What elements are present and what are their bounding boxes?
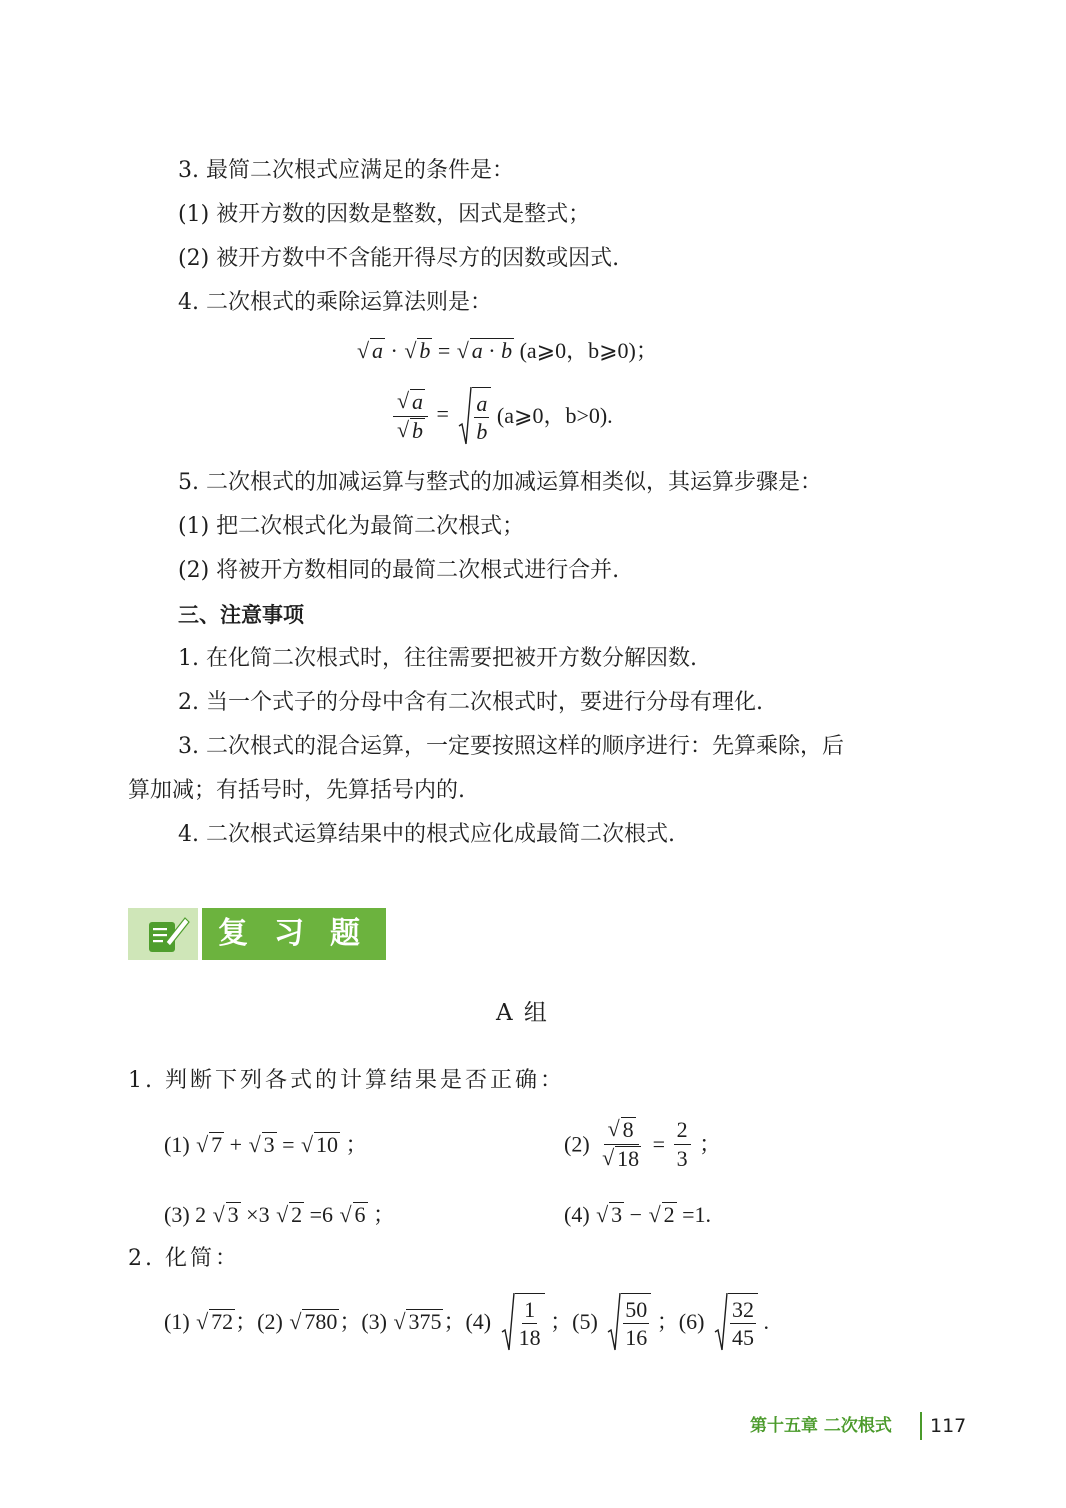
question-1: 1. 判断下列各式的计算结果是否正确： bbox=[128, 1068, 565, 1093]
q1-part-1: (1) √ 7 + √ 3 = √ 10 ； bbox=[164, 1130, 368, 1160]
note-1: 1. 在化简二次根式时，往往需要把被开方数分解因数. bbox=[178, 646, 697, 671]
question-2: 2. 化简： bbox=[128, 1246, 240, 1271]
footer-divider bbox=[920, 1412, 922, 1440]
q1-part-4: (4) √ 3 − √ 2 =1. bbox=[564, 1200, 711, 1230]
item-3-2-text: (2) 被开方数中不含能开得尽方的因数或因式. bbox=[178, 246, 620, 271]
page-number: 117 bbox=[930, 1415, 967, 1437]
division-rule: √ a √ b = $\frac{a}{b}$ (a⩾0，b>0). bbox=[390, 386, 613, 446]
notes-heading: 三、注意事项 bbox=[178, 603, 304, 627]
item-3-text: 3. 最简二次根式应满足的条件是： bbox=[178, 158, 514, 183]
note-4: 4. 二次根式运算结果中的根式应化成最简二次根式. bbox=[178, 822, 675, 847]
item-5-1-text: (1) 把二次根式化为最简二次根式； bbox=[178, 514, 525, 539]
group-a-heading: A 组 bbox=[496, 1000, 549, 1026]
division-condition: (a⩾0，b>0). bbox=[496, 403, 613, 428]
review-title: 复习题 bbox=[202, 908, 386, 960]
item-3-1-text: (1) 被开方数的因数是整数，因式是整式； bbox=[178, 202, 591, 227]
note-3-line-1: 3. 二次根式的混合运算，一定要按照这样的顺序进行：先算乘除，后 bbox=[178, 734, 844, 759]
multiplication-rule: √ a · √ b = √ a · b (a⩾0，b⩾0)； bbox=[356, 336, 658, 366]
notebook-pencil-icon bbox=[128, 908, 198, 960]
multiplication-condition: (a⩾0，b⩾0)； bbox=[519, 338, 658, 363]
note-3-line-2: 算加减；有括号时，先算括号内的. bbox=[128, 778, 465, 803]
item-5-2-text: (2) 将被开方数相同的最简二次根式进行合并. bbox=[178, 558, 620, 583]
note-2: 2. 当一个式子的分母中含有二次根式时，要进行分母有理化. bbox=[178, 690, 763, 715]
footer-chapter: 第十五章 二次根式 bbox=[750, 1416, 892, 1436]
q1-part-2: (2) √ 8 √ 18 = $\frac{2}{3}$ ； bbox=[564, 1116, 721, 1173]
q2-parts: (1) √ 72；(2) √ 780；(3) √ 375；(4) $\frac{1}{18}$ ；(5) $\frac{50}{16}$ ；(6) $\frac{32}{45}$ . bbox=[164, 1292, 769, 1352]
q1-part-3: (3) 2 √ 3 ×3 √ 2 =6 √ 6 ； bbox=[164, 1200, 395, 1230]
item-4-text: 4. 二次根式的乘除运算法则是： bbox=[178, 290, 492, 315]
item-5-text: 5. 二次根式的加减运算与整式的加减运算相类似，其运算步骤是： bbox=[178, 470, 822, 495]
